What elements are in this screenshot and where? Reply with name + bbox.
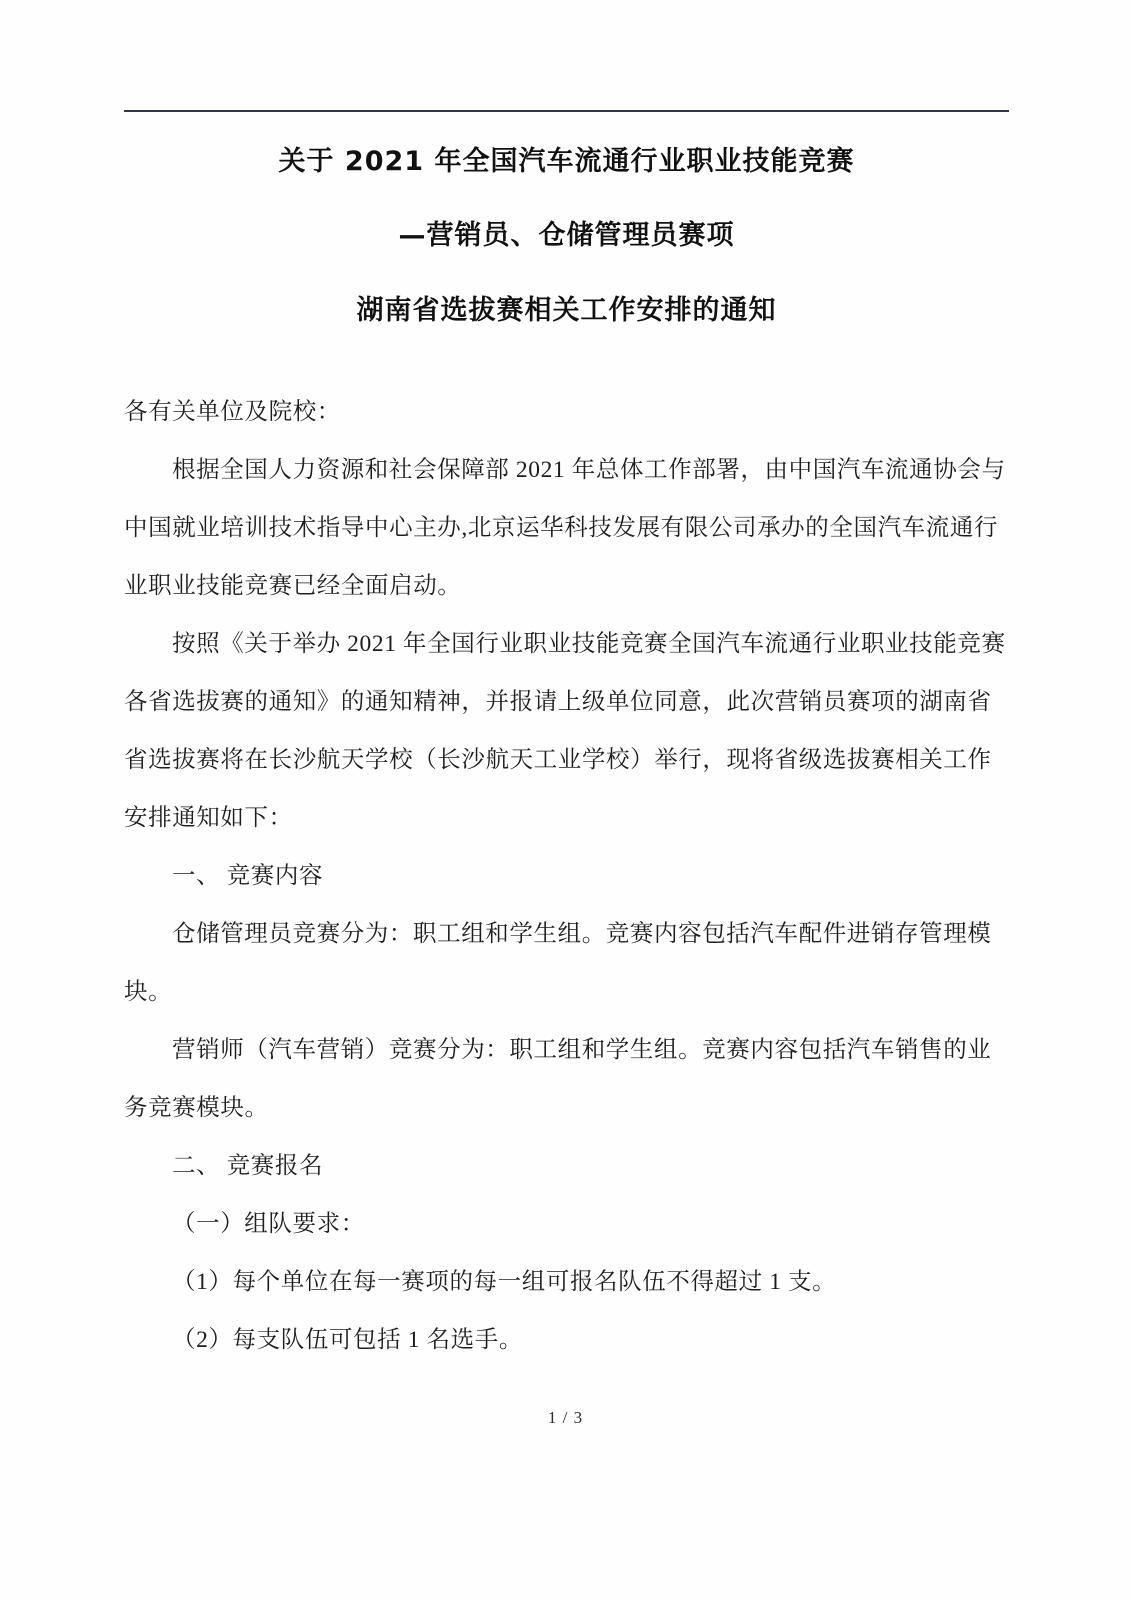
page-number: 1 / 3 xyxy=(547,1408,584,1427)
section-two-item-1: （1）每个单位在每一赛项的每一组可报名队伍不得超过 1 支。 xyxy=(172,1269,837,1296)
paragraph-notice: 按照《关于举办 2021 年全国行业职业技能竞赛全国汽车流通行业职业技能竞赛各省选拔赛的通知》的通知精神，并报请上级单位同意，此次营销员赛项的湖南省省选拔赛将在长沙航天学校（长沙航天工业学校）举行，现将省级选拔赛相关工作安排通知如下： xyxy=(124,631,1006,832)
document-body xyxy=(124,383,1009,1369)
section-one-paragraph-1: 仓储管理员竞赛分为：职工组和学生组。竞赛内容包括汽车配件进销存管理模块。 xyxy=(124,921,992,1006)
section-two-heading: 二、 竞赛报名 xyxy=(172,1153,324,1180)
document-title xyxy=(124,148,1009,325)
title-line-2: —营销员、仓储管理员赛项 xyxy=(398,220,735,252)
section-two-sub-heading: （一）组队要求： xyxy=(172,1211,365,1238)
section-one-paragraph-2: 营销师（汽车营销）竞赛分为：职工组和学生组。竞赛内容包括汽车销售的业务竞赛模块。 xyxy=(124,1037,992,1122)
title-line-1: 关于 2021 年全国汽车流通行业职业技能竞赛 xyxy=(278,146,855,177)
document-content xyxy=(124,110,1009,1369)
header-rule xyxy=(124,110,1009,112)
section-two-item-2: （2）每支队伍可包括 1 名选手。 xyxy=(172,1327,523,1354)
paragraph-background: 根据全国人力资源和社会保障部 2021 年总体工作部署，由中国汽车流通协会与中国就业培训技术指导中心主办,北京运华科技发展有限公司承办的全国汽车流通行业职业技能竞赛已经全面启动。 xyxy=(124,457,1006,600)
salutation: 各有关单位及院校： xyxy=(124,399,341,426)
section-one-heading: 一、 竞赛内容 xyxy=(172,863,324,890)
title-line-3: 湖南省选拔赛相关工作安排的通知 xyxy=(356,294,777,326)
